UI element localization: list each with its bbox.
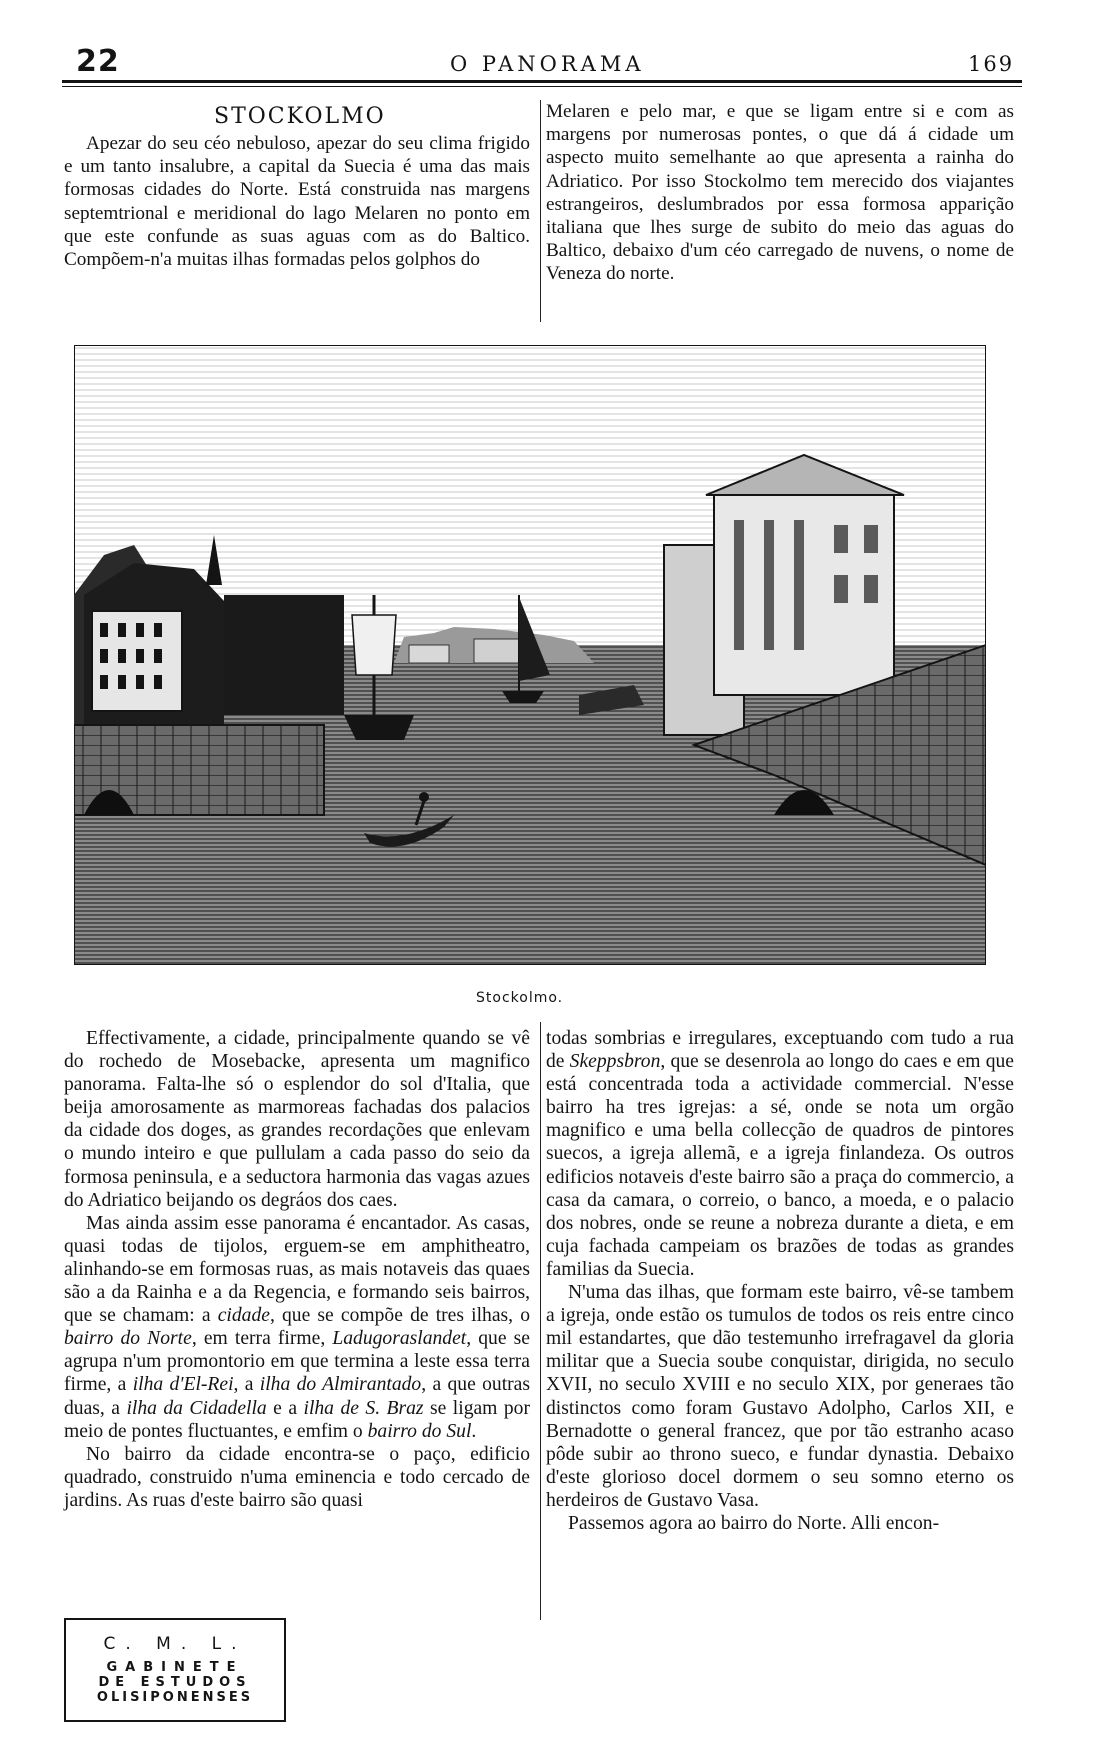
figure-caption: Stockolmo.	[476, 990, 564, 1006]
paragraph: Passemos agora ao bairro do Norte. Alli encon-	[568, 1512, 940, 1534]
intro-paragraph: Apezar do seu céo nebuloso, apezar do seu clima frigido e um tanto insalubre, a capital da Suecia é uma das mais formosas cidades do Norte. Está construida nas margens septemtrional e meridional do lago Melaren no ponto em que este confunde as suas aguas com as do Baltico. Compõem-n'a muitas ilhas formadas pelos golphos do	[64, 133, 530, 271]
top-right-column	[546, 100, 1014, 286]
paragraph: Effectivamente, a cidade, principalmente quando se vê do rochedo de Mosebacke, apresenta um magnifico panorama. Falta-lhe só o esplendor do sol d'Italia, que beija amorosamente as marmoreas fachadas dos palacios da cidade dos doges, as grandes recordações que enlevam o mundo inteiro e que pullulam a cada passo do seio da formosa peninsula, e a seductora harmonia das vagas azues do Adriatico beijando os degráos dos caes.	[64, 1028, 530, 1211]
stamp-line: OLISIPONENSES	[96, 1690, 254, 1705]
top-left-column	[64, 132, 530, 271]
header-rule-thick	[62, 80, 1022, 83]
stamp-line: GABINETE	[106, 1660, 244, 1675]
article-title: STOCKOLMO	[214, 104, 386, 129]
paragraph: N'uma das ilhas, que formam este bairro, vê-se tambem a igreja, onde estão os tumulos de todos os reis entre cinco mil estandartes, que dão testemunho irrefragavel da gloria militar que a Suecia soube conquistar, dirigida, no seculo XVII, no seculo XVIII e no seculo XIX, por generaes tão distinctos como foram Gustavo Adolpho, Carlos XII, e Bernadotte o general francez, que por tão estranho acaso pôde subir ao throno sueco, e fundar dynastia. Debaixo d'este glorioso docel dormem o seu somno eterno os herdeiros de Gustavo Vasa.	[546, 1282, 1014, 1511]
header-rule-thin	[62, 86, 1022, 87]
paragraph: Mas ainda assim esse panorama é encantador. As casas, quasi todas de tijolos, erguem-se em amphitheatro, alinhando-se em formosas ruas, as mais notaveis das quaes são a da Rainha e a da Regencia, e formando seis bairros, que se chamam: a cidade, que se compõe de tres ilhas, o bairro do Norte, em terra firme, Ladugoraslandet, que se agrupa n'um promontorio em que termina a leste essa terra firme, a ilha d'El-Rei, a ilha do Almirantado, a que outras duas, a ilha da Cidadella e a ilha de S. Braz se ligam por meio de pontes fluctuantes, e emfim o bairro do Sul.	[64, 1212, 531, 1442]
page-number-left: 22	[76, 44, 120, 79]
bottom-right-column	[546, 1027, 1014, 1535]
column-divider-bottom	[540, 1022, 541, 1620]
column-divider-top	[540, 100, 541, 322]
intro-continuation: Melaren e pelo mar, e que se ligam entre si e com as margens por numerosas pontes, o que dá á cidade um aspecto muito semelhante ao que apresenta a rainha do Adriatico. Por isso Stockolmo tem merecido dos viajantes estrangeiros, deslumbrados por essa formosa apparição italiana que lhes surge de subito do meio das aguas do Baltico, debaixo d'um céo carregado de nuvens, o nome de Veneza do norte.	[546, 101, 1014, 285]
library-stamp	[64, 1618, 286, 1722]
paragraph: No bairro da cidade encontra-se o paço, edificio quadrado, construido n'uma eminencia e todo cercado de jardins. As ruas d'este bairro são quasi	[64, 1443, 530, 1511]
page-number-right: 169	[968, 52, 1015, 76]
stamp-line: DE ESTUDOS	[98, 1675, 252, 1690]
bottom-left-column	[64, 1027, 530, 1512]
stockholm-engraving	[74, 345, 986, 965]
running-header-title: O PANORAMA	[450, 52, 645, 76]
paragraph: todas sombrias e irregulares, exceptuando com tudo a rua de Skeppsbron, que se desenrola ao longo do caes e em que está concentrada toda a actividade commercial. N'esse bairro ha tres igrejas: a sé, onde se nota um orgão magnifico e uma bella collecção de quadros de pintores suecos, a igreja allemã, e a igreja finlandeza. Os outros edificios notaveis d'este bairro são a praça do commercio, a casa da camara, o correio, o banco, a moeda, e o palacio dos nobres, onde se reune a nobreza durante a dieta, e em cuja fachada campeiam os brazões de todas as grandes familias da Suecia.	[546, 1028, 1014, 1280]
stamp-line: C. M. L.	[103, 1634, 247, 1654]
